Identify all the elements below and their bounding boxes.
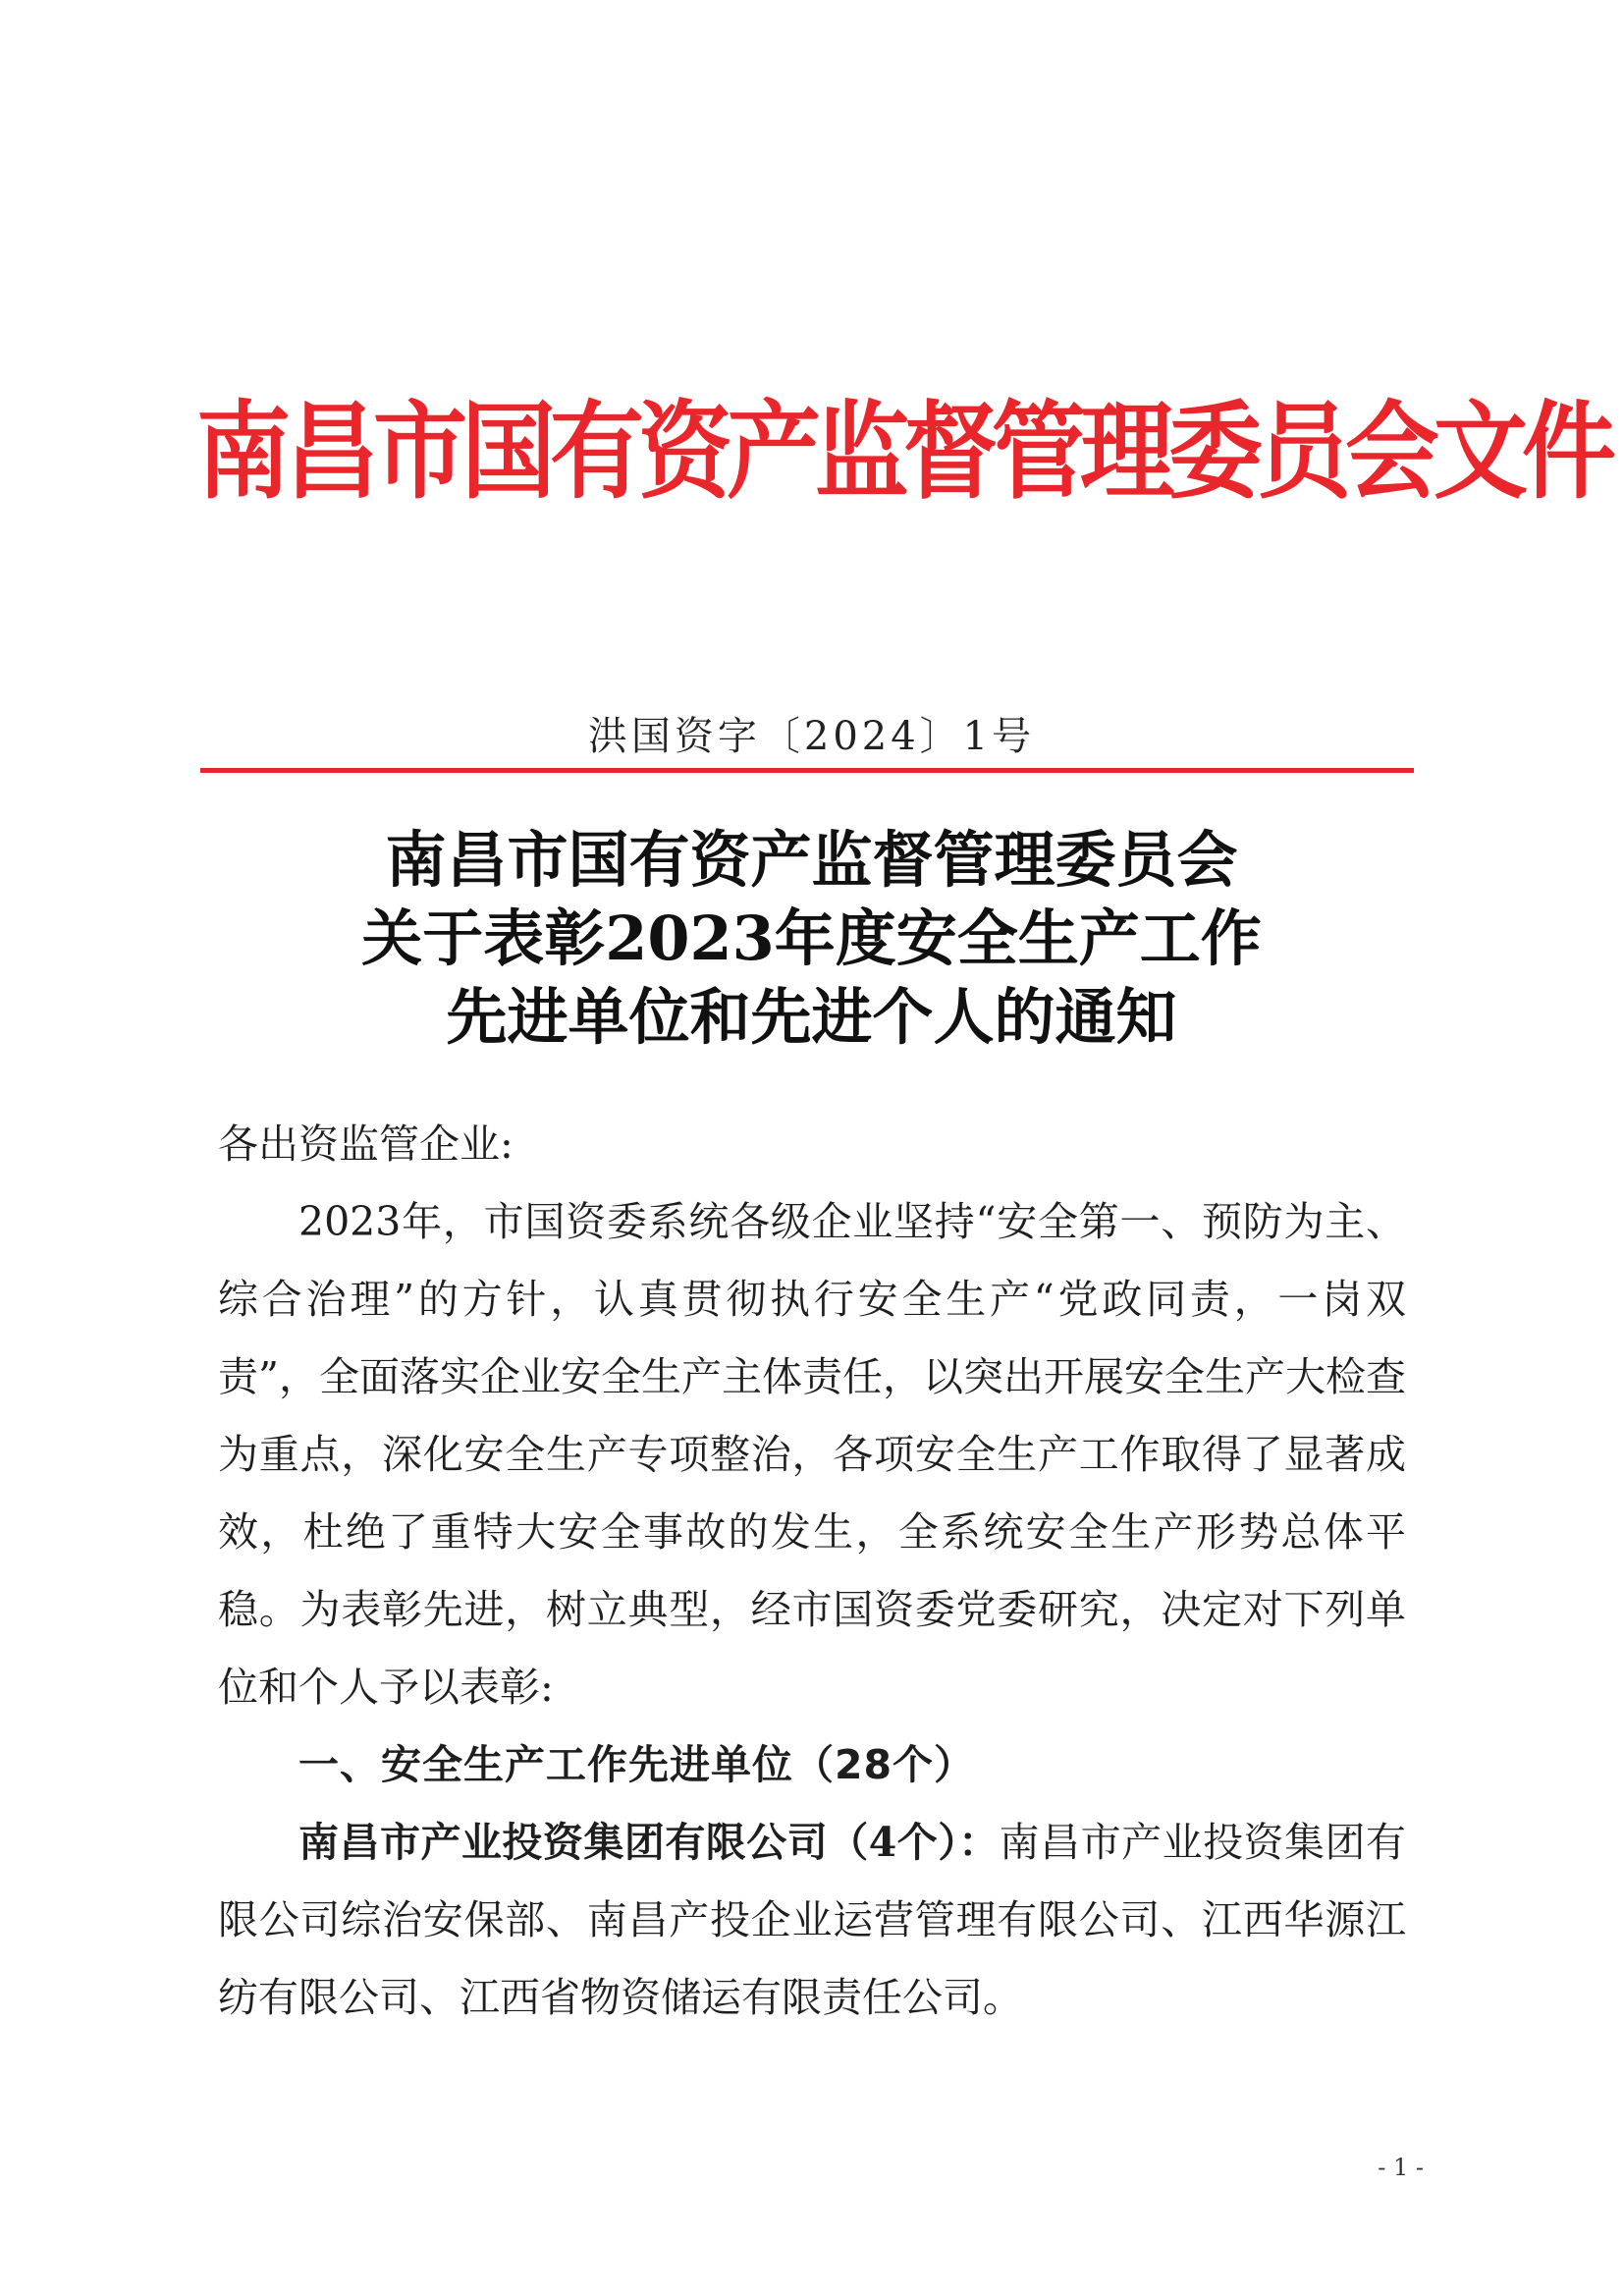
notice-title-line-3: 先进单位和先进个人的通知 <box>446 981 1177 1053</box>
page-number: - 1 - <box>1378 2154 1424 2181</box>
masthead-title: 南昌市国有资产监督管理委员会文件 <box>196 390 1610 514</box>
document-number: 洪国资字〔2024〕1号 <box>587 714 1036 759</box>
notice-title <box>196 821 1427 1057</box>
notice-title-line-2: 关于表彰2023年度安全生产工作 <box>361 902 1262 974</box>
notice-body <box>218 1106 1406 2037</box>
section-1-paragraph <box>218 1804 1406 2037</box>
red-separator-line <box>200 768 1414 773</box>
body-paragraph-1: 2023年，市国资委系统各级企业坚持“安全第一、预防为主、综合治理”的方针，认真贯彻执行安全生产“党政同责，一岗双责”，全面落实企业安全生产主体责任，以突出开展安全生产大检查为重点，深化安全生产专项整治，各项安全生产工作取得了显著成效，杜绝了重特大安全事故的发生，全系统安全生产形势总体平稳。为表彰先进，树立典型，经市国资委党委研究，决定对下列单位和个人予以表彰: <box>218 1198 1406 1711</box>
salutation: 各出资监管企业: <box>218 1121 514 1168</box>
section-heading-1: 一、安全生产工作先进单位（28个） <box>298 1741 976 1788</box>
org-unit-list: 南昌市产业投资集团有限公司综治安保部、南昌产投企业运营管理有限公司、江西华源江纺有限公司、江西省物资储运有限责任公司。 <box>218 1819 1406 2021</box>
org-name-label: 南昌市产业投资集团有限公司（4个）： <box>298 1819 1000 1866</box>
notice-title-line-1: 南昌市国有资产监督管理委员会 <box>385 824 1238 896</box>
